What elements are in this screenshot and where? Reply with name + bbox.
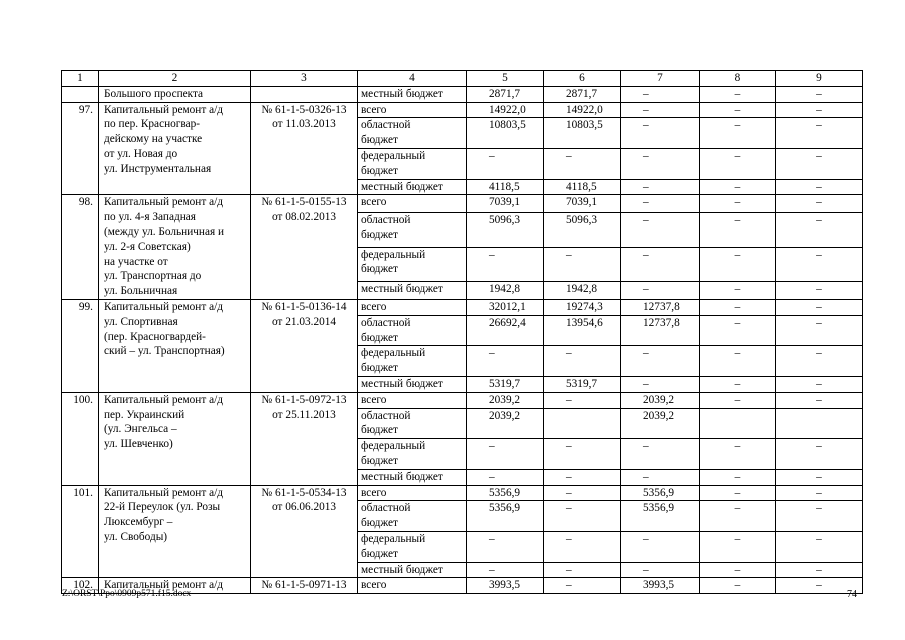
object-name-line: Капитальный ремонт а/д	[104, 393, 223, 406]
amount-cell: –	[621, 86, 700, 102]
registration-number	[251, 299, 358, 392]
object-name-line: ул. Транспортная до	[104, 270, 202, 283]
funding-source-line: областной	[361, 214, 411, 227]
registration-number-line: от 25.11.2013	[272, 408, 336, 421]
funding-source-line: областной	[361, 316, 411, 329]
amount-cell: –	[776, 469, 863, 485]
row-number	[62, 86, 99, 102]
row-number: 97.	[62, 102, 99, 195]
object-name-line: ул. Инструментальная	[104, 162, 212, 175]
amount-cell: 7039,1	[467, 195, 544, 213]
funding-source-line: местный бюджет	[361, 377, 443, 390]
funding-source	[358, 179, 467, 195]
funding-source-line: федеральный	[361, 440, 426, 453]
object-name	[99, 485, 251, 578]
object-name-line: ул. Больничная	[104, 285, 178, 298]
object-name-line: (пер. Красногвардей-	[104, 330, 206, 343]
amount-cell: –	[467, 439, 544, 470]
amount-cell: 12737,8	[621, 315, 700, 346]
object-name-line: Капитальный ремонт а/д	[104, 103, 223, 116]
table-row	[62, 102, 863, 118]
amount-cell: –	[621, 213, 700, 247]
amount-cell: –	[467, 469, 544, 485]
funding-source	[358, 282, 467, 300]
object-name-line: от ул. Новая до	[104, 147, 178, 160]
funding-source-line: местный бюджет	[361, 470, 443, 483]
amount-cell: 5096,3	[467, 213, 544, 247]
object-name-line: Люксембург –	[104, 516, 173, 529]
amount-cell: –	[621, 179, 700, 195]
amount-cell: –	[700, 578, 776, 594]
object-name-line: пер. Украинский	[104, 408, 185, 421]
funding-source	[358, 148, 467, 179]
amount-cell: 2871,7	[467, 86, 544, 102]
funding-source	[358, 346, 467, 377]
funding-source-line: всего	[361, 196, 387, 209]
registration-number-line: от 08.02.2013	[271, 211, 337, 224]
amount-cell: –	[700, 392, 776, 408]
object-name-line: ский – ул. Транспортная)	[104, 345, 225, 358]
object-name	[99, 299, 251, 392]
funding-source	[358, 485, 467, 501]
object-name	[99, 195, 251, 300]
amount-cell: –	[776, 179, 863, 195]
amount-cell: 5356,9	[621, 485, 700, 501]
amount-cell: 5319,7	[544, 376, 621, 392]
amount-cell: –	[700, 195, 776, 213]
amount-cell: –	[776, 118, 863, 149]
column-number: 9	[776, 71, 863, 87]
funding-source	[358, 501, 467, 532]
funding-source-line: местный бюджет	[361, 283, 443, 296]
registration-number	[251, 195, 358, 300]
object-name-line: ул. Свободы)	[104, 530, 168, 543]
amount-cell: –	[621, 562, 700, 578]
amount-cell: –	[700, 439, 776, 470]
registration-number-line: № 61-1-5-0326-13	[261, 103, 347, 116]
amount-cell: 32012,1	[467, 299, 544, 315]
amount-cell: 12737,8	[621, 299, 700, 315]
funding-source	[358, 315, 467, 346]
object-name-line: Капитальный ремонт а/д	[104, 196, 223, 209]
registration-number-line: № 61-1-5-0136-14	[261, 300, 347, 313]
amount-cell: 5356,9	[467, 501, 544, 532]
funding-source-line: областной	[361, 119, 411, 132]
amount-cell: –	[776, 439, 863, 470]
amount-cell: –	[621, 148, 700, 179]
amount-cell: 19274,3	[544, 299, 621, 315]
amount-cell: –	[467, 148, 544, 179]
amount-cell: 5356,9	[467, 485, 544, 501]
registration-number	[251, 392, 358, 485]
object-name-line: по пер. Красногвар-	[104, 118, 201, 131]
amount-cell: 13954,6	[544, 315, 621, 346]
funding-source-line: бюджет	[361, 134, 398, 147]
amount-cell: 14922,0	[544, 102, 621, 118]
funding-source	[358, 408, 467, 439]
amount-cell: –	[621, 195, 700, 213]
object-name-line: Капитальный ремонт а/д	[104, 300, 223, 313]
amount-cell: –	[776, 213, 863, 247]
object-name	[99, 392, 251, 485]
footer-file-path: Z:\ORST\Ppo\0909p571.f15.docx	[62, 589, 192, 599]
amount-cell: –	[621, 439, 700, 470]
amount-cell: –	[621, 282, 700, 300]
table-row	[62, 485, 863, 501]
amount-cell: 10803,5	[467, 118, 544, 149]
amount-cell: 2039,2	[621, 392, 700, 408]
registration-number-line: от 11.03.2013	[272, 118, 336, 131]
amount-cell: –	[467, 247, 544, 281]
amount-cell: –	[700, 531, 776, 562]
row-number: 99.	[62, 299, 99, 392]
amount-cell: 4118,5	[544, 179, 621, 195]
amount-cell	[776, 408, 863, 439]
object-name-line: ул. Спортивная	[104, 315, 178, 328]
amount-cell: –	[776, 346, 863, 377]
object-name-line: по ул. 4-я Западная	[104, 211, 196, 224]
funding-source	[358, 439, 467, 470]
amount-cell: 1942,8	[467, 282, 544, 300]
amount-cell: –	[700, 247, 776, 281]
funding-source-line: областной	[361, 502, 411, 515]
amount-cell: 5319,7	[467, 376, 544, 392]
amount-cell: 2871,7	[544, 86, 621, 102]
registration-number	[251, 485, 358, 578]
amount-cell: –	[544, 578, 621, 594]
amount-cell: 4118,5	[467, 179, 544, 195]
table-row	[62, 392, 863, 408]
amount-cell: 2039,2	[467, 408, 544, 439]
amount-cell: –	[700, 562, 776, 578]
amount-cell: 10803,5	[544, 118, 621, 149]
amount-cell: 3993,5	[621, 578, 700, 594]
column-number: 7	[621, 71, 700, 87]
table-row	[62, 299, 863, 315]
funding-source-line: федеральный	[361, 149, 426, 162]
amount-cell: –	[544, 562, 621, 578]
amount-cell: 7039,1	[544, 195, 621, 213]
amount-cell: –	[544, 485, 621, 501]
registration-number	[251, 102, 358, 195]
funding-source	[358, 213, 467, 247]
table-row	[62, 195, 863, 213]
funding-source-line: федеральный	[361, 248, 426, 261]
funding-source	[358, 578, 467, 594]
object-name-line: дейскому на участке	[104, 133, 203, 146]
funding-source-line: бюджет	[361, 424, 398, 437]
amount-cell: –	[776, 376, 863, 392]
amount-cell: –	[700, 118, 776, 149]
row-number: 98.	[62, 195, 99, 300]
amount-cell: –	[700, 102, 776, 118]
amount-cell: –	[700, 86, 776, 102]
row-number: 101.	[62, 485, 99, 578]
amount-cell: –	[700, 299, 776, 315]
amount-cell: –	[700, 148, 776, 179]
funding-source	[358, 118, 467, 149]
registration-number-line: № 61-1-5-0155-13	[261, 196, 347, 209]
amount-cell: –	[544, 531, 621, 562]
object-name-line: ул. Шевченко)	[104, 438, 173, 451]
amount-cell: –	[467, 562, 544, 578]
funding-source	[358, 562, 467, 578]
amount-cell: 3993,5	[467, 578, 544, 594]
amount-cell: 2039,2	[621, 408, 700, 439]
funding-source-line: всего	[361, 103, 387, 116]
amount-cell: –	[776, 247, 863, 281]
object-name-line: 22-й Переулок (ул. Розы	[104, 501, 221, 514]
amount-cell: –	[776, 562, 863, 578]
page-number: 74	[847, 589, 857, 600]
amount-cell: –	[621, 118, 700, 149]
column-number: 3	[251, 71, 358, 87]
object-name-line: ул. 2-я Советская)	[104, 240, 191, 253]
registration-number	[251, 86, 358, 102]
registration-number-line: от 06.06.2013	[271, 501, 337, 514]
amount-cell: –	[776, 195, 863, 213]
funding-source-line: бюджет	[361, 517, 398, 530]
amount-cell: –	[776, 531, 863, 562]
funding-source-line: бюджет	[361, 263, 398, 276]
amount-cell: –	[700, 485, 776, 501]
object-name-line: на участке от	[104, 255, 168, 268]
registration-number-line: № 61-1-5-0971-13	[261, 579, 347, 592]
amount-cell: –	[700, 501, 776, 532]
funding-source	[358, 195, 467, 213]
funding-source-line: всего	[361, 393, 387, 406]
funding-source-line: бюджет	[361, 454, 398, 467]
funding-source	[358, 299, 467, 315]
amount-cell: –	[700, 282, 776, 300]
amount-cell: –	[776, 102, 863, 118]
amount-cell: –	[544, 148, 621, 179]
amount-cell: –	[621, 102, 700, 118]
funding-source	[358, 102, 467, 118]
amount-cell: 1942,8	[544, 282, 621, 300]
object-name	[99, 102, 251, 195]
amount-cell: –	[544, 469, 621, 485]
amount-cell: –	[776, 485, 863, 501]
funding-source	[358, 247, 467, 281]
amount-cell: –	[776, 148, 863, 179]
registration-number-line: № 61-1-5-0972-13	[261, 393, 347, 406]
amount-cell: –	[544, 392, 621, 408]
object-name: Большого проспекта	[99, 86, 251, 102]
budget-table	[61, 70, 863, 594]
registration-number-line: № 61-1-5-0534-13	[261, 486, 347, 499]
funding-source: местный бюджет	[358, 86, 467, 102]
amount-cell: 14922,0	[467, 102, 544, 118]
amount-cell: –	[700, 376, 776, 392]
column-number: 2	[99, 71, 251, 87]
amount-cell: –	[544, 439, 621, 470]
amount-cell: –	[776, 299, 863, 315]
amount-cell: –	[776, 501, 863, 532]
amount-cell: –	[467, 531, 544, 562]
amount-cell: –	[621, 531, 700, 562]
amount-cell: –	[621, 376, 700, 392]
row-number: 102.	[62, 578, 99, 594]
table-row	[62, 86, 863, 102]
amount-cell: –	[544, 247, 621, 281]
amount-cell: 2039,2	[467, 392, 544, 408]
amount-cell: 5096,3	[544, 213, 621, 247]
funding-source-line: бюджет	[361, 228, 398, 241]
funding-source-line: местный бюджет	[361, 180, 443, 193]
object-name-line: (между ул. Больничная и	[104, 225, 225, 238]
column-number: 6	[544, 71, 621, 87]
amount-cell: –	[776, 315, 863, 346]
registration-number-line: от 21.03.2014	[271, 315, 337, 328]
object-name-line: Капитальный ремонт а/д	[104, 486, 223, 499]
amount-cell: –	[700, 346, 776, 377]
amount-cell: –	[544, 346, 621, 377]
amount-cell: –	[776, 392, 863, 408]
amount-cell: –	[621, 469, 700, 485]
funding-source-line: федеральный	[361, 347, 426, 360]
object-name-line: (ул. Энгельса –	[104, 423, 177, 436]
amount-cell: –	[467, 346, 544, 377]
funding-source	[358, 531, 467, 562]
amount-cell: –	[776, 282, 863, 300]
funding-source-line: бюджет	[361, 331, 398, 344]
amount-cell: –	[776, 578, 863, 594]
funding-source	[358, 469, 467, 485]
object-name-line: Капитальный ремонт а/д	[104, 579, 223, 592]
header-row	[62, 71, 863, 87]
amount-cell: 5356,9	[621, 501, 700, 532]
funding-source-line: бюджет	[361, 362, 398, 375]
amount-cell	[700, 408, 776, 439]
funding-source-line: федеральный	[361, 532, 426, 545]
row-number: 100.	[62, 392, 99, 485]
column-number: 8	[700, 71, 776, 87]
amount-cell: –	[776, 86, 863, 102]
amount-cell: 26692,4	[467, 315, 544, 346]
funding-source-line: всего	[361, 300, 387, 313]
funding-source-line: всего	[361, 579, 387, 592]
amount-cell: –	[621, 346, 700, 377]
amount-cell: –	[700, 469, 776, 485]
funding-source	[358, 376, 467, 392]
funding-source-line: бюджет	[361, 164, 398, 177]
funding-source	[358, 392, 467, 408]
funding-source-line: всего	[361, 486, 387, 499]
column-number: 4	[358, 71, 467, 87]
funding-source-line: областной	[361, 409, 411, 422]
amount-cell: –	[700, 179, 776, 195]
column-number: 5	[467, 71, 544, 87]
funding-source-line: бюджет	[361, 547, 398, 560]
amount-cell	[544, 408, 621, 439]
registration-number	[251, 578, 358, 594]
funding-source-line: местный бюджет	[361, 563, 443, 576]
amount-cell: –	[700, 315, 776, 346]
column-number: 1	[62, 71, 99, 87]
amount-cell: –	[544, 501, 621, 532]
amount-cell: –	[621, 247, 700, 281]
amount-cell: –	[700, 213, 776, 247]
